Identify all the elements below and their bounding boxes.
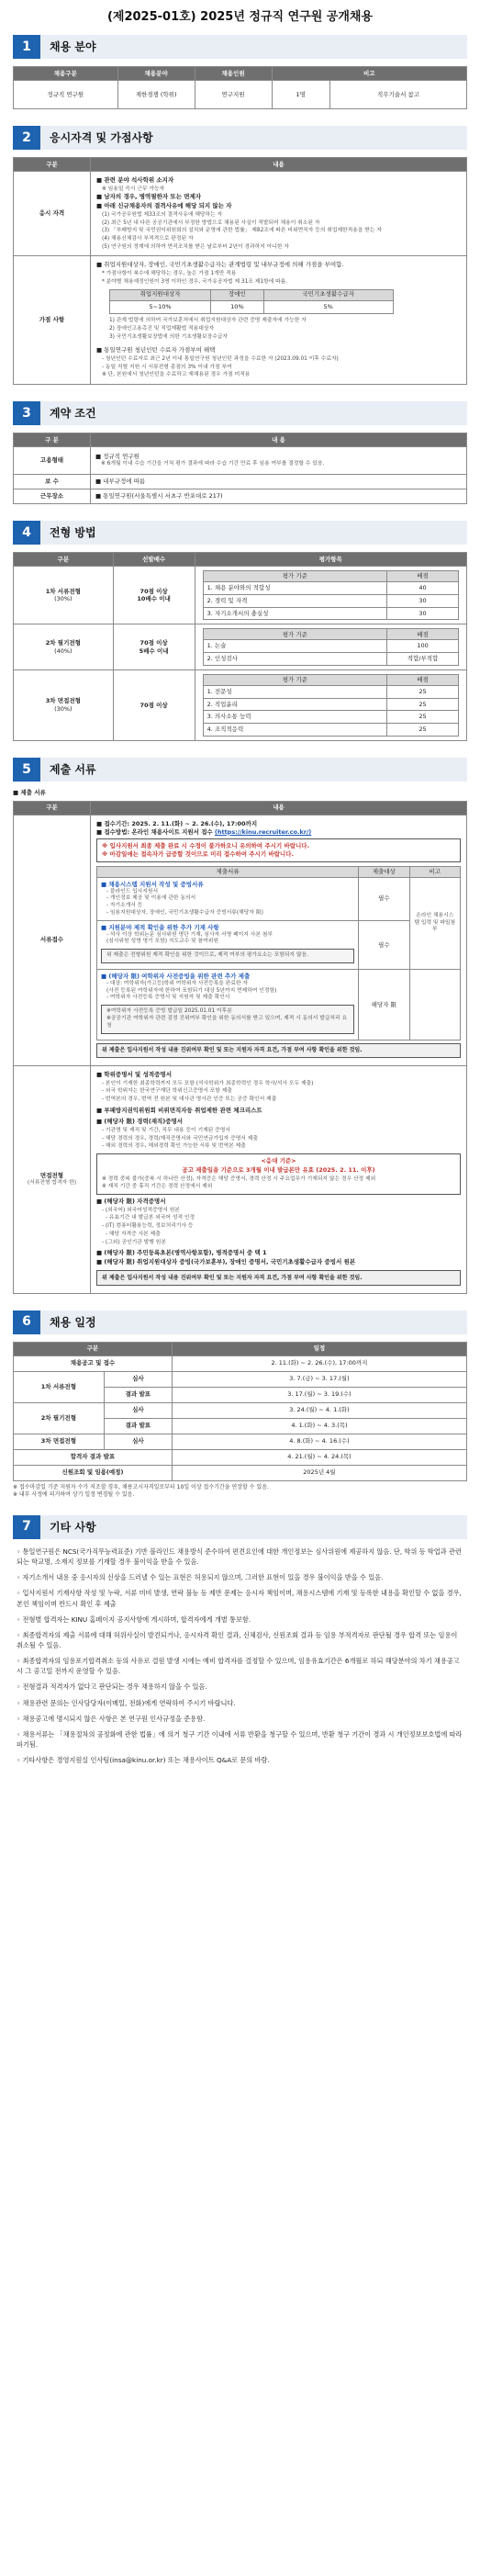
stage-pct: (40%): [54, 647, 73, 655]
docs-line: ■ (해당자 限) 경력(재직)증명서: [95, 1118, 184, 1126]
criteria-table: [203, 628, 459, 666]
criteria-box-title: <응대 기준>: [261, 1157, 296, 1165]
criteria-box-line: ※ 재직 기간 중 휴직 기간은 경력 산정에서 제외: [101, 1184, 213, 1190]
criteria-score: 30: [387, 594, 459, 607]
qual-line: - 청년인턴 수료자로 최근 2년 이내 통일연구원 청년인턴 과정을 수료한 자 (2023.09.01 이후 수료자): [101, 356, 339, 363]
criteria-item: 1. 전문성: [203, 685, 386, 698]
section-schedule: [13, 1310, 467, 1499]
schedule-sub: 심사: [104, 1434, 172, 1449]
bonus-value: 10%: [211, 300, 263, 314]
schedule-date: 3. 7.(금) ~ 3. 17.(월): [172, 1371, 466, 1387]
criteria-item: 1. 채용 분야와의 적합성: [203, 582, 386, 595]
sub-box-line: ※여학위자 사전등록 증빙 발급일 2025.01.01 이후분: [106, 1008, 232, 1015]
docs-line: - 기관명 및 재직 및 기간, 직무 내용 등이 기재된 증명서: [101, 1128, 230, 1134]
criteria-table: [203, 570, 459, 620]
section-title: 계약 조건: [40, 401, 467, 425]
section-qualification: [13, 126, 467, 385]
title-wrap: [13, 0, 467, 28]
screening-items: [195, 567, 466, 624]
schedule-stage: 1차 서류전형: [14, 1371, 105, 1402]
recruit-type: 정규직 연구원: [14, 81, 118, 109]
page-title: (제2025-01호) 2025년 정규직 연구원 공개채용: [106, 10, 374, 24]
criteria-score: 적합/부적합: [387, 653, 459, 666]
criteria-item: 2. 인성검사: [203, 653, 386, 666]
schedule-note: ※ 접수마감일 기준 지원자 수가 저조할 경우, 채용고시자격일로부터 10일 이상 접수기간을 연장할 수 있음.: [13, 1483, 269, 1490]
schedule-stage: 2차 필기전형: [14, 1402, 105, 1434]
sub-box-line: ※공공기관 여학위자 관련 검정 진위여부 확인을 위한 동의서를 받고 있으며, 제적 시 동의서 발급처리 요청: [106, 1016, 348, 1029]
sub-content: [96, 877, 358, 920]
col-header: 비고: [272, 67, 466, 81]
etc-item: ◦ 입사지원서 기재사항 작성 및 누락, 서류 미비 발생, 연락 불능 등 제반 문제는 응시자 책임이며, 채용시스템에 기재 및 등록한 내용을 확인할 수 없을 경우, 본인 책임이며 반드시 확인 후 제출: [17, 1589, 462, 1608]
recruit-area: 연구지원: [195, 81, 272, 109]
section-number: 7: [13, 1515, 40, 1539]
qual-line: ※ 단, 본원에서 청년인턴을 수료하고 재채용된 경우 가점 미적용: [101, 372, 251, 378]
section-number: 2: [13, 126, 40, 150]
docs-line: - 해당 자격증 사본 제출: [105, 1231, 161, 1237]
bonus-table: [109, 289, 394, 315]
sub-content: [96, 920, 358, 969]
qual-line: (5) 연구원의 정계에 의하여 면직조치를 받은 날로부터 2년이 경과하지 아니한 자: [101, 243, 289, 250]
qual-line: 2) 장애인고용촉진 및 직업재활법 적용대상자: [108, 325, 215, 332]
criteria-score: 25: [387, 711, 459, 724]
docs-line: ■ 접수기간: 2025. 2. 11.(화) ~ 2. 26.(수), 17:00까지: [95, 819, 258, 827]
sub-item: - 개인정보 제공 및 이용에 관한 동의서: [106, 895, 196, 902]
schedule-date: 3. 17.(월) ~ 3. 19.(수): [172, 1387, 466, 1402]
screening-items: [195, 669, 466, 740]
qual-line: 1) 관계 법령에 의하여 국가보훈처에서 취업지원대상자 관련 증명 제출자에 가능한 자: [108, 318, 307, 324]
sub-title: ■ 지원분야 제적 확인을 위한 추가 기재 사항: [100, 923, 219, 931]
schedule-date: 2. 11.(화) ~ 2. 26.(수), 17:00까지: [172, 1355, 466, 1371]
docs-label: 서류접수: [14, 815, 91, 1065]
bonus-value: 5~10%: [109, 300, 210, 314]
docs-line: ■ (해당자 限) 자격증명서: [95, 1198, 166, 1206]
criteria-item: 2. 직업윤리: [203, 698, 386, 711]
submission-table: [96, 866, 461, 1041]
section-header: [13, 1310, 467, 1334]
qual-line: ■ 남자의 경우, 병역필한자 또는 면제자: [95, 193, 202, 201]
recruit-table: [13, 66, 467, 109]
col-header: 내용: [90, 158, 466, 172]
qual-content: [90, 172, 466, 256]
sub-target: 필수: [359, 877, 409, 920]
docs-intro: ■ 제출 서류: [13, 789, 46, 797]
section-contract: [13, 401, 467, 504]
contract-label: 근무장소: [14, 489, 91, 504]
etc-item: ◦ 채용관련 문의는 인사담당자(이메일, 전화)에게 연락하여 주시기 바랍니다.: [17, 1698, 236, 1707]
notice-box: 위 제출은 입사지원서 작성 내용 진위여부 확인 및 또는 지원자 자격 요건, 가점 부여 사항 확인을 위한 것임.: [96, 1270, 461, 1286]
etc-item: ◦ 기타사항은 경영지원실 인사팀(insa@kinu.or.kr) 또는 채용사이트 Q&A로 문의 바람.: [17, 1756, 270, 1765]
sub-target: 해당자 限: [359, 970, 409, 1041]
criteria-header: 평가 기준: [203, 674, 386, 685]
section-title: 응시자격 및 가점사항: [40, 126, 467, 150]
recruit-count-value: 1명: [273, 81, 330, 108]
contract-line: ■ 정규직 연구원: [95, 453, 140, 461]
criteria-score: 25: [387, 685, 459, 698]
qual-line: ■ 아래 신규채용자의 결격사유에 해당 되지 않는 자: [95, 202, 232, 210]
screening-stage: [14, 669, 114, 740]
bonus-value: 5%: [263, 300, 393, 314]
col-header: 채용분야: [117, 67, 195, 81]
sub-header: 비고: [409, 866, 460, 877]
criteria-score: 100: [387, 640, 459, 653]
recruit-note: 직무기술서 참고: [376, 90, 419, 98]
recruit-count: [272, 81, 466, 109]
schedule-stage: 채용공고 및 접수: [14, 1355, 173, 1371]
section-header: [13, 401, 467, 425]
docs-line: ■ (해당자 限) 주민등록초본(병역사항포함), 병적증명서 중 택 1: [95, 1249, 267, 1257]
col-header: 구 분: [14, 433, 91, 447]
col-header: 구분: [14, 1342, 173, 1355]
qual-label: 응시 자격: [14, 172, 91, 256]
etc-list: [13, 1547, 467, 1766]
section-title: 전형 방법: [40, 521, 467, 545]
contract-label: 고용형태: [14, 447, 91, 475]
recruit-site-link[interactable]: (https://kinu.recruiter.co.kr/): [214, 827, 312, 836]
qual-line: (4) 채용신체검사 부적격으로 판정된 자: [101, 236, 194, 242]
contract-label: 보 수: [14, 475, 91, 489]
sub-box: 위 제출은 전형위원 제적 확인을 위한 것이므로, 제적 여부의 평가요소는 포함되지 않음.: [101, 949, 354, 963]
docs-line: - (IT) 컴퓨터활용능력, 정보처리기사 등: [101, 1223, 194, 1230]
criteria-table: [203, 674, 459, 737]
docs-line: - 본인이 기재한 최종학력까지 모두 포함 (석사학위가 최종학력인 경우 학사/석사 모두 제출): [101, 1080, 314, 1086]
col-header: 일정: [172, 1342, 466, 1355]
etc-item: ◦ 채용서류는 「채용절차의 공정화에 관한 법률」에 의거 청구 기간 이내에 서류 반환을 청구할 수 있으며, 반환 청구 기간이 경과 시 개인정보보호법에 따라 파기됨.: [17, 1729, 463, 1749]
section-number: 6: [13, 1310, 40, 1334]
docs-line: - 해당 경력의 경우, 경력/재직증명서와 국민연금가입자 증명서 제출: [101, 1135, 258, 1142]
mult-value: 70점 이상: [140, 587, 168, 595]
docs-line: ■ 부패방지권익위원회 비위면직자등 취업제한 관련 체크리스트: [95, 1106, 262, 1114]
bonus-header: 장애인: [211, 289, 263, 300]
mult-value: 10배수 이내: [137, 595, 171, 603]
stage-pct: (30%): [54, 595, 73, 603]
section-header: [13, 126, 467, 150]
qualification-table: [13, 157, 467, 385]
contract-content: [90, 447, 466, 475]
sub-header: 제출대상: [359, 866, 409, 877]
stage-name: 3차 면접전형: [45, 697, 81, 705]
section-documents: [13, 758, 467, 1294]
schedule-sub: 결과 발표: [104, 1387, 172, 1402]
qual-line: ■ 통일연구원 청년인턴 수료자 가점부여 해택: [95, 346, 216, 354]
etc-item: ◦ 전형별 합격자는 KINU 홈페이지 공지사항에 게시하며, 합격자에게 개별 통보함.: [17, 1614, 251, 1624]
sub-content: [96, 970, 358, 1041]
docs-method: ■ 접수방법: 온라인 채용사이트 지원서 접수: [95, 827, 213, 836]
col-header: 평가항목: [195, 553, 466, 567]
criteria-header: 배점: [387, 629, 459, 640]
criteria-box-line: 공고 제출일을 기준으로 3개월 이내 발급본만 유효 (2025. 2. 11. 이후): [182, 1165, 375, 1174]
sub-box: [101, 1005, 354, 1033]
etc-item: ◦ 최종합격자의 임용포기합격취소 등의 사유로 결원 발생 시에는 예비 합격자를 결정할 수 있으며, 임용유효기간은 6개월로 하되 해당분야의 차기 채용공고시 그 공고일 전까지 운영할 수 있음.: [17, 1657, 460, 1676]
criteria-item: 1. 논술: [203, 640, 386, 653]
docs-line: [96, 828, 461, 837]
section-header: [13, 1515, 467, 1539]
schedule-sub: 결과 발표: [104, 1418, 172, 1434]
sub-title: ■ 채용시스템 지원서 작성 및 증빙서류: [100, 880, 204, 888]
qual-line: ■ 관련 분야 석사학위 소지자: [95, 176, 174, 184]
screening-stage: [14, 624, 114, 670]
schedule-table: [13, 1342, 467, 1481]
etc-item: ◦ 최종합격자의 제출 서류에 대해 허위사실이 발견되거나, 응시자격 확인 결과, 신체검사, 신원조회 결과 등 임용 부적격자로 판단될 경우 합격 또는 임용이 취소될 수 있음.: [17, 1630, 458, 1650]
schedule-date: 3. 24.(월) ~ 4. 1.(화): [172, 1402, 466, 1418]
screening-mult: [113, 567, 195, 624]
criteria-header: 배점: [387, 571, 459, 582]
section-header: [13, 521, 467, 545]
sub-note: [409, 970, 460, 1041]
schedule-sub: 심사: [104, 1402, 172, 1418]
sub-header: 제출서류: [96, 866, 358, 877]
bonus-header: 취업지원대상자: [109, 289, 210, 300]
docs-line: - 해외 경력의 경우, 해외경력 확인 가능한 서류 및 번역본 제출: [101, 1143, 246, 1150]
bonus-header: 국민기초생활수급자: [263, 289, 393, 300]
criteria-box-line: ※ 경력 중복 불가(중복 시 하나만 산정), 자격증은 해당 증명서, 경력 산정 시 주요업무가 기재되지 않은 경우 산정 제외: [101, 1176, 376, 1182]
contract-content: ■ 통일연구원(서울특별시 서초구 반포대로 217): [90, 489, 466, 504]
screening-stage: [14, 567, 114, 624]
documents-table: [13, 801, 467, 1294]
docs-line: - (외국어) 외국어성적증명서 원본: [101, 1207, 180, 1213]
sub-item: - 자기소개서 등: [106, 903, 143, 909]
col-header: 구분: [14, 158, 91, 172]
schedule-stage: 합격자 결과 발표: [14, 1449, 173, 1465]
etc-item: ◦ 채용공고에 명시되지 않은 사항은 본 연구원 인사규정을 준용함.: [17, 1714, 206, 1723]
screening-mult: [113, 624, 195, 670]
stage-name: 2차 필기전형: [45, 638, 81, 647]
sub-item: - 임용지원대상자, 장애인, 국민기초생활수급자 증빙서류(해당자 限): [106, 910, 263, 917]
sub-note: 온라인 채용시스템 입력 및 파일첨부: [409, 877, 460, 969]
screening-items: [195, 624, 466, 670]
col-header: 채용인원: [195, 67, 272, 81]
notice-box: [96, 838, 461, 862]
schedule-sub: 심사: [104, 1371, 172, 1387]
mult-value: 70점 이상: [140, 638, 168, 647]
screening-table: [13, 552, 467, 741]
docs-line: ■ 학위증명서 및 성적증명서: [95, 1070, 172, 1078]
qual-line: - 동일 직렬 지원 시 서류전형 총점의 3% 이내 가점 부여: [101, 364, 232, 370]
recruit-field: 제한경쟁 (학위): [117, 81, 195, 109]
col-header: 채용구분: [14, 67, 118, 81]
section-number: 3: [13, 401, 40, 425]
criteria-score: 40: [387, 582, 459, 595]
criteria-item: 3. 자기소개서의 충실성: [203, 607, 386, 620]
docs-line: - 번역본의 경우, 번역 전 원본 및 대사관 영사관 인증 또는 공증 확인서 제출: [101, 1096, 277, 1102]
qual-line: * 가점사항이 복수에 해당하는 경우, 높은 가점 1개만 적용: [101, 271, 237, 277]
section-title: 기타 사항: [40, 1515, 467, 1539]
criteria-score: 30: [387, 607, 459, 620]
section-title: 제출 서류: [40, 758, 467, 782]
col-header: 구분: [14, 553, 114, 567]
qual-line: (1) 국가공무원법 제33조의 결격사유에 해당하는 자: [101, 211, 223, 218]
criteria-header: 평가 기준: [203, 571, 386, 582]
section-screening: [13, 521, 467, 741]
schedule-stage: 신원조회 및 임용(예정): [14, 1465, 173, 1480]
notice-line: ※ 입사지원서 최종 제출 완료 시 수정이 불가하오니 유의하여 주시기 바랍니다.: [101, 842, 310, 850]
docs-line: ■ (해당자 限) 취업지원대상자 증빙(국가보훈부), 장애인 증명서, 국민기초생활수급자 증빙서 원본: [95, 1257, 356, 1266]
docs-content: [90, 1065, 466, 1293]
mult-value: 5배수 이내: [139, 647, 169, 655]
docs-label-main: 면접전형: [39, 1171, 64, 1179]
section-number: 4: [13, 521, 40, 545]
qual-line: * 분야별 채용예정인원이 3명 이하인 경우, 국가유공자법 제 31조 제1항에 따름.: [101, 278, 288, 285]
docs-line: - 유효기간 내 발급본 외국어 성적 인정: [105, 1215, 195, 1221]
qual-content: [90, 256, 466, 385]
schedule-note: ※ 내부 사정에 의거하여 상기 일정 변경될 수 있음.: [13, 1490, 135, 1498]
criteria-score: 25: [387, 698, 459, 711]
sub-item: (심사위원 성명 명기 포함) 지도교수 및 참여위원: [106, 939, 218, 945]
qual-line: (2) 최근 5년 내 다른 공공기관에서 부정한 방법으로 채용된 사실이 적발되어 채용이 취소된 자: [101, 219, 320, 226]
docs-line: - 외국 학위자는 한국연구재단 학위신고증명서 포함 제출: [101, 1088, 232, 1095]
section-recruit: [13, 35, 467, 109]
sub-item: - 여학위자 사전등록 증명서 및 지원자 및 제출 확인서: [106, 995, 230, 1001]
section-header: [13, 35, 467, 59]
schedule-date: 4. 1.(화) ~ 4. 3.(목): [172, 1418, 466, 1434]
criteria-header: 평가 기준: [203, 629, 386, 640]
qual-line: ■ 취업지원대상자, 장애인, 국민기초생활수급자는 관계법령 및 내부규정에 의해 가점을 부여함.: [95, 261, 344, 269]
criteria-item: 4. 조직적응력: [203, 724, 386, 737]
notice-box: 위 제출은 입사지원서 작성 내용 진위여부 확인 및 또는 지원자 자격 요건, 가점 부여 사항 확인을 위한 것임.: [96, 1043, 461, 1058]
etc-item: ◦ 자기소개서 내용 중 응시자의 신상을 드러낼 수 있는 표현은 허용되지 않으며, 그러한 표현이 있을 경우 불이익을 받을 수 있음.: [17, 1573, 384, 1582]
criteria-item: 2. 경력 및 자격: [203, 594, 386, 607]
criteria-box: [96, 1153, 461, 1195]
contract-table: [13, 433, 467, 504]
schedule-date: 2025년 4월: [172, 1465, 466, 1480]
sub-target: 필수: [359, 920, 409, 969]
criteria-score: 25: [387, 724, 459, 737]
contract-line: ※ 6개월 이내 수습 기간을 거쳐 평가 결과에 따라 수습 기간 만료 후 임용 여부를 결정할 수 있음.: [100, 461, 325, 467]
contract-content: ■ 내부규정에 따름: [90, 475, 466, 489]
criteria-header: 배점: [387, 674, 459, 685]
sub-item: - 대상: 여학위자(가고등)학위 여학위자 사전등록을 완료한 자: [106, 980, 248, 986]
docs-line: - (그외) 공인기관 발행 원본: [101, 1239, 166, 1245]
stage-pct: (30%): [54, 704, 73, 713]
schedule-date: 4. 21.(월) ~ 4. 24.(목): [172, 1449, 466, 1465]
col-header: 구분: [14, 801, 91, 815]
etc-item: ◦ 통일연구원은 NCS(국가직무능력표준) 기반 블라인드 채용방식 준수하여 편견요인에 대한 개인정보는 심사위원에 제공하지 않음. 단, 학위 등 학업과 관련되는 학교명, 소재지 정보를 기재할 경우 불이익을 받을 수 있음.: [17, 1547, 462, 1567]
section-title: 채용 일정: [40, 1310, 467, 1334]
qual-line: 3) 국민기초생활보장법에 의한 기초생활보장수급자: [108, 333, 229, 340]
sub-item: - 블라인드 입사지원서: [106, 888, 159, 894]
qual-line: ※ 임용일 즉시 근무 가능자: [101, 186, 165, 192]
sub-item: - 석사 이상 학위논문 심사위원 명단 기재, 심사자 서명 페이지 사본 첨부: [106, 931, 273, 938]
screening-mult: [113, 669, 195, 740]
etc-item: ◦ 전형결과 적격자가 없다고 판단되는 경우 채용하지 않을 수 있음.: [17, 1682, 207, 1692]
qual-line: (3) 「부패방지 및 국민권익위원회의 설치와 운영에 관한 법률」 제82조에 따른 비위면직자 등의 취업제한적용을 받는 자: [101, 228, 382, 234]
docs-label-sub: (서류전형 합격자 한): [27, 1179, 76, 1186]
section-etc: [13, 1515, 467, 1766]
section-number: 1: [13, 35, 40, 59]
section-header: [13, 758, 467, 782]
docs-label: [14, 1065, 91, 1293]
col-header: 내 용: [90, 433, 466, 447]
col-header: 선발배수: [113, 553, 195, 567]
criteria-item: 3. 의사소통 능력: [203, 711, 386, 724]
col-header: 내용: [90, 801, 466, 815]
qual-label: 가점 사항: [14, 256, 91, 385]
schedule-date: 4. 8.(화) ~ 4. 16.(수): [172, 1434, 466, 1449]
section-number: 5: [13, 758, 40, 782]
section-title: 채용 분야: [40, 35, 467, 59]
notice-line: ※ 마감일에는 접속자가 급증할 것이므로 미리 접수하여 주시기 바랍니다.: [101, 850, 294, 859]
docs-content: [90, 815, 466, 1065]
mult-value: 70점 이상: [140, 701, 168, 709]
sub-title: ■ (해당자 限) 여학위자 사전증빙을 위한 관련 추가 제출: [100, 973, 251, 981]
stage-name: 1차 서류전형: [45, 587, 81, 595]
schedule-stage: 3차 면접전형: [14, 1434, 105, 1449]
sub-item: (사전 등록된 여학위자에 한하여 포함되기 대상 5년까지 면제하여 인정함): [106, 987, 277, 994]
